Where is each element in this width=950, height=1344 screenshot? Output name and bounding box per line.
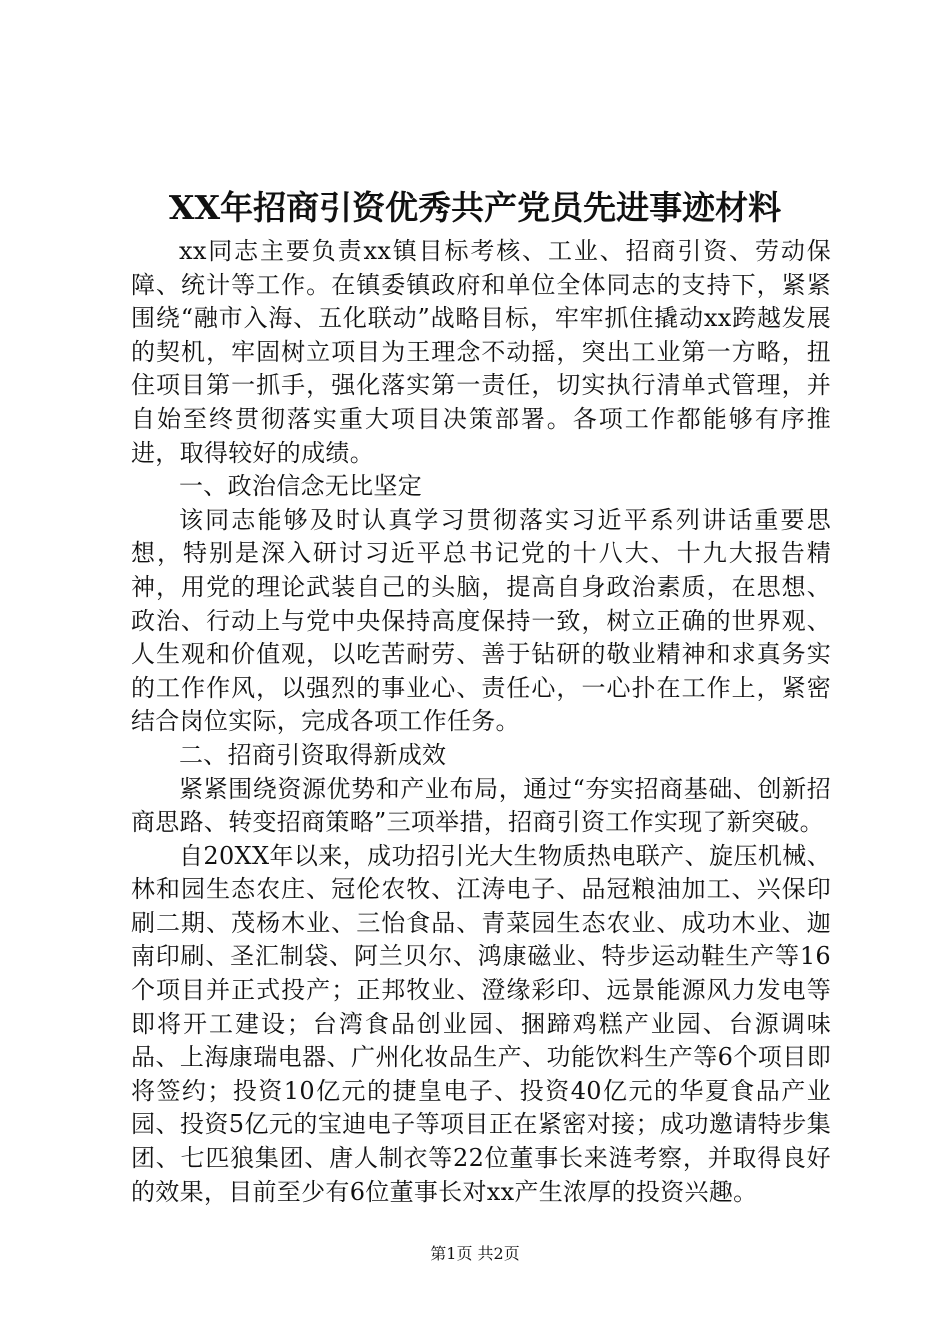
document-body [131,235,831,1209]
paragraph-investment-results: 自20XX年以来，成功招引光大生物质热电联产、旋压机械、林和园生态农庄、冠伦农牧、江涛电子、品冠粮油加工、兴保印刷二期、茂杨木业、三怡食品、青菜园生态农业、成功木业、迦南印刷、圣汇制袋、阿兰贝尔、鸿康磁业、特步运动鞋生产等16个项目并正式投产；正邦牧业、澄缘彩印、远景能源风力发电等即将开工建设；台湾食品创业园、捆蹄鸡糕产业园、台源调味品、上海康瑞电器、广州化妆品生产、功能饮料生产等6个项目即将签约；投资10亿元的捷皇电子、投资40亿元的华夏食品产业园、投资5亿元的宝迪电子等项目正在紧密对接；成功邀请特步集团、七匹狼集团、唐人制衣等22位董事长来涟考察，并取得良好的效果，目前至少有6位董事长对xx产生浓厚的投资兴趣。 [131,841,831,1206]
section-heading-investment: 二、招商引资取得新成效 [179,740,447,769]
page-footer: 第1页 共2页 [430,1244,520,1263]
document-title: XX年招商引资优秀共产党员先进事迹材料 [168,188,782,227]
paragraph-intro: xx同志主要负责xx镇目标考核、工业、招商引资、劳动保障、统计等工作。在镇委镇政府和单位全体同志的支持下，紧紧围绕“融市入海、五化联动”战略目标，牢牢抓住撬动xx跨越发展的契机，牢固树立项目为王理念不动摇，突出工业第一方略，扭住项目第一抓手，强化落实第一责任，切实执行清单式管理，并自始至终贯彻落实重大项目决策部署。各项工作都能够有序推进，取得较好的成绩。 [131,237,831,467]
section-heading-political: 一、政治信念无比坚定 [179,472,422,501]
paragraph-investment-approach: 紧紧围绕资源优势和产业布局，通过“夯实招商基础、创新招商思路、转变招商策略”三项举措，招商引资工作实现了新突破。 [131,774,831,837]
paragraph-political: 该同志能够及时认真学习贯彻落实习近平系列讲话重要思想，特别是深入研讨习近平总书记党的十八大、十九大报告精神，用党的理论武装自己的头脑，提高自身政治素质，在思想、政治、行动上与党中央保持高度保持一致，树立正确的世界观、人生观和价值观，以吃苦耐劳、善于钻研的敬业精神和求真务实的工作作风，以强烈的事业心、责任心，一心扑在工作上，紧密结合岗位实际，完成各项工作任务。 [131,505,831,736]
